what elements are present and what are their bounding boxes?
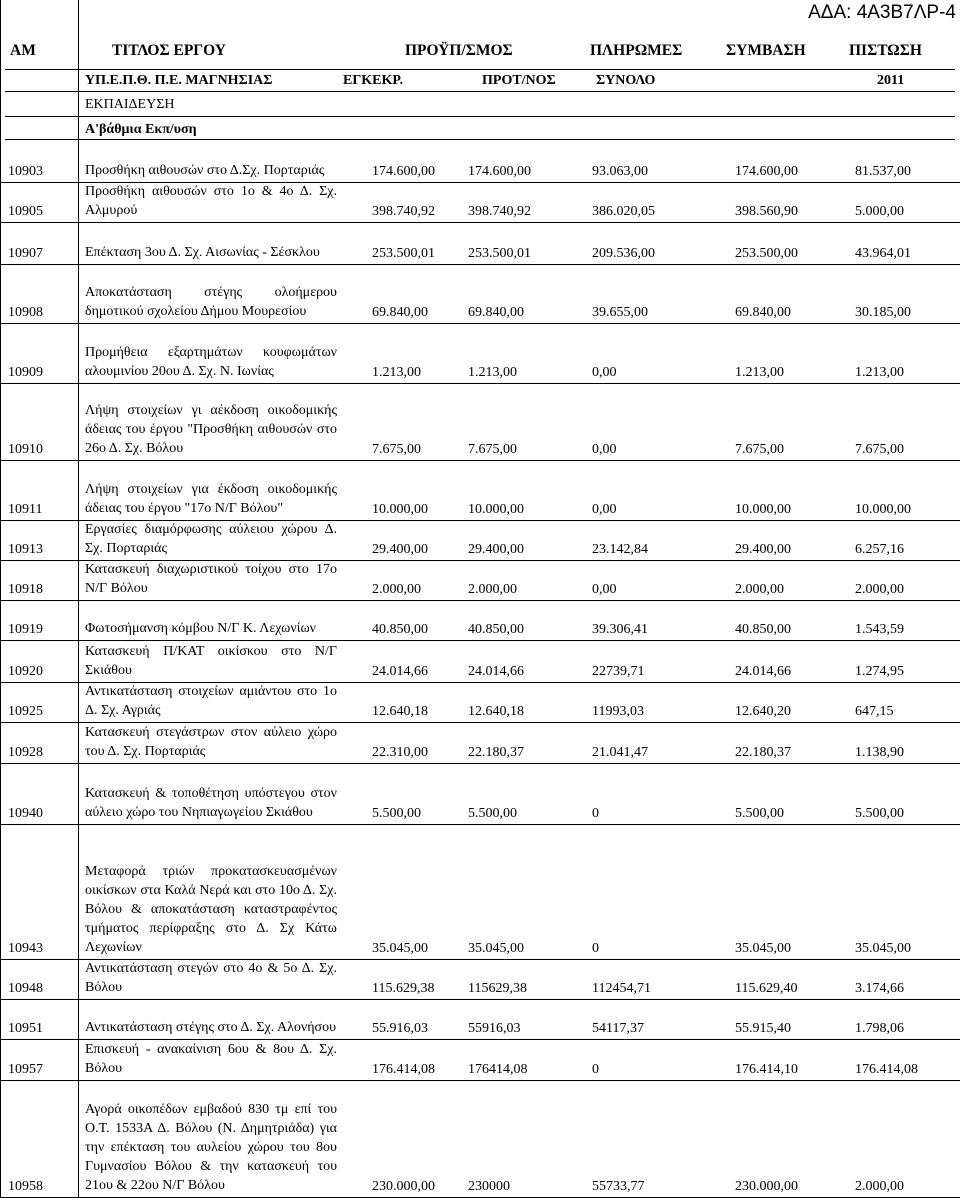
row-value-v4: 253.500,00 [735,246,798,261]
row-value-v3: 93.063,00 [592,164,648,179]
row-title: Εργασίες διαμόρφωσης αύλειου χώρου Δ. Σχ. Πορταριάς [85,522,337,556]
row-value-v1: 176.414,08 [372,1062,435,1077]
row-value-v3: 386.020,05 [592,204,655,219]
row-value-v3: 55733,77 [592,1179,645,1194]
row-value-v1: 230.000,00 [372,1179,435,1194]
table-row [0,384,960,461]
row-am-code: 10951 [8,1021,43,1036]
table-row [0,461,960,521]
row-value-v1: 2.000,00 [372,582,421,597]
row-value-v2: 24.014,66 [468,664,524,679]
row-value-v3: 209.536,00 [592,246,655,261]
row-value-v4: 5.500,00 [735,806,784,821]
row-value-v5: 1.798,06 [855,1021,904,1036]
divider [5,91,955,92]
row-value-v2: 5.500,00 [468,806,517,821]
table-row [0,764,960,825]
row-value-v5: 6.257,16 [855,542,904,557]
row-value-v4: 40.850,00 [735,622,791,637]
row-am-code: 10909 [8,365,43,380]
row-value-v3: 0 [592,941,599,956]
row-value-v2: 29.400,00 [468,542,524,557]
row-title: Μεταφορά τριών προκατασκευασμένων οικίσκων στα Καλά Νερά και στο 10ο Δ. Σχ. Βόλου & αποκατάσταση καταστραφέντος τμήματος περίφραξης στο Δ. Σχ Κάτω Λεχωνίων [85,864,337,955]
row-title: Επέκταση 3ου Δ. Σχ. Αισωνίας - Σέσκλου [85,245,320,260]
row-value-v4: 22.180,37 [735,745,791,760]
row-value-v4: 7.675,00 [735,442,784,457]
row-value-v3: 112454,71 [592,981,651,996]
row-am-code: 10958 [8,1179,43,1194]
row-value-v3: 0,00 [592,582,617,597]
row-value-v1: 253.500,01 [372,246,435,261]
row-value-v1: 40.850,00 [372,622,428,637]
row-title: Επισκευή - ανακαίνιση 6ου & 8ου Δ. Σχ. Βόλου [85,1042,337,1076]
row-value-v2: 174.600,00 [468,164,531,179]
row-title: Αντικατάσταση στοιχείων αμιάντου στο 1ο Δ. Σχ. Αγριάς [85,684,337,718]
row-value-v2: 115629,38 [468,981,527,996]
row-title: Κατασκευή στεγάστρων στον αύλειο χώρο του Δ. Σχ. Πορταριάς [85,725,337,759]
table-row [0,1081,960,1198]
agency-label: ΥΠ.Ε.Π.Θ. Π.Ε. ΜΑΓΝΗΣΙΑΣ [85,73,273,88]
row-value-v1: 29.400,00 [372,542,428,557]
approved-header: ΕΓΚΕΚΡ. [343,73,404,88]
row-value-v2: 69.840,00 [468,305,524,320]
table-row [0,265,960,324]
row-value-v4: 1.213,00 [735,365,784,380]
row-value-v4: 230.000,00 [735,1179,798,1194]
col-contract-header: ΣΥΜΒΑΣΗ [726,42,806,59]
row-value-v4: 398.560,90 [735,204,798,219]
row-am-code: 10919 [8,622,43,637]
table-row [0,1040,960,1081]
row-am-code: 10911 [8,502,43,517]
row-value-v2: 7.675,00 [468,442,517,457]
row-value-v3: 0,00 [592,502,617,517]
row-value-v4: 10.000,00 [735,502,791,517]
row-value-v5: 7.675,00 [855,442,904,457]
row-title: Λήψη στοιχείων για έκδοση οικοδομικής άδειας του έργου "17ο Ν/Γ Βόλου" [85,482,337,516]
row-value-v3: 39.306,41 [592,622,648,637]
row-value-v2: 2.000,00 [468,582,517,597]
row-value-v2: 12.640,18 [468,704,524,719]
col-credit-header: ΠΙΣΤΩΣΗ [849,42,922,59]
row-value-v3: 54117,37 [592,1021,644,1036]
row-value-v3: 0 [592,1062,599,1077]
row-title: Αντικατάσταση στέγης στο Δ. Σχ. Αλονήσου [85,1020,337,1035]
table-row [0,521,960,561]
row-value-v4: 69.840,00 [735,305,791,320]
table-row [0,960,960,1000]
row-value-v1: 24.014,66 [372,664,428,679]
row-value-v2: 55916,03 [468,1021,521,1036]
row-value-v3: 39.655,00 [592,305,648,320]
row-title: Προσθήκη αιθουσών στο 1ο & 4ο Δ. Σχ. Αλμυρού [85,184,337,218]
table-row [0,140,960,183]
row-am-code: 10913 [8,542,43,557]
row-value-v1: 35.045,00 [372,941,428,956]
row-value-v1: 55.916,03 [372,1021,428,1036]
row-value-v4: 115.629,40 [735,981,798,996]
row-value-v1: 398.740,92 [372,204,435,219]
row-value-v5: 5.500,00 [855,806,904,821]
row-value-v1: 1.213,00 [372,365,421,380]
row-value-v1: 5.500,00 [372,806,421,821]
row-title: Κατασκευή & τοποθέτηση υπόστεγου στον αύλειο χώρο του Νηπιαγωγείου Σκιάθου [85,786,337,820]
row-value-v5: 5.000,00 [855,204,904,219]
row-am-code: 10905 [8,204,43,219]
row-am-code: 10907 [8,246,43,261]
row-value-v5: 1.274,95 [855,664,904,679]
row-value-v1: 10.000,00 [372,502,428,517]
row-value-v4: 2.000,00 [735,582,784,597]
row-value-v5: 2.000,00 [855,1179,904,1194]
table-row [0,223,960,265]
row-value-v5: 81.537,00 [855,164,911,179]
row-am-code: 10940 [8,806,43,821]
col-payments-header: ΠΛΗΡΩΜΕΣ [590,42,683,59]
row-value-v4: 12.640,20 [735,704,791,719]
row-value-v5: 35.045,00 [855,941,911,956]
row-am-code: 10948 [8,981,43,996]
row-am-code: 10903 [8,164,43,179]
row-title: Αγορά οικοπέδων εμβαδού 830 τμ επί του Ο.Τ. 1533Α Δ. Βόλου (Ν. Δημητριάδα) για την επέκταση του αυλείου χώρου του 8ου Γυμνασίου Βόλου & την κατασκευή του 21ου & 22ου Ν/Γ Βόλου [85,1102,337,1193]
row-value-v3: 22739,71 [592,664,645,679]
col-am-header: ΑΜ [10,42,36,59]
row-value-v1: 7.675,00 [372,442,421,457]
table-row [0,183,960,223]
row-value-v4: 29.400,00 [735,542,791,557]
row-value-v2: 35.045,00 [468,941,524,956]
table-row [0,683,960,723]
row-value-v5: 1.138,90 [855,745,904,760]
row-am-code: 10957 [8,1062,43,1077]
subsection-title: Α'βάθμια Εκπ/υση [85,122,197,137]
row-value-v5: 3.174,66 [855,981,904,996]
col-budget-header: ΠΡΟΫΠ/ΣΜΟΣ [405,42,513,59]
row-value-v2: 176414,08 [468,1062,528,1077]
row-title: Φωτοσήμανση κόμβου Ν/Γ Κ. Λεχωνίων [85,621,317,636]
col-title-header: ΤΙΤΛΟΣ ΕΡΓΟΥ [112,42,226,59]
row-value-v4: 174.600,00 [735,164,798,179]
prot-header: ΠΡΟΤ/ΝΟΣ [482,73,556,88]
year-header: 2011 [877,73,905,88]
row-title: Αντικατάσταση στεγών στο 4ο & 5ο Δ. Σχ. Βόλου [85,961,337,995]
row-value-v1: 174.600,00 [372,164,435,179]
row-value-v1: 22.310,00 [372,745,428,760]
row-value-v2: 230000 [468,1179,510,1194]
row-title: Κατασκευή διαχωριστικού τοίχου στο 17ο Ν/Γ Βόλου [85,562,337,596]
row-title: Προσθήκη αιθουσών στο Δ.Σχ. Πορταριάς [85,163,325,178]
row-am-code: 10908 [8,305,43,320]
row-title: Αποκατάσταση στέγης ολοήμερου δημοτικού σχολείου Δήμου Μουρεσίου [85,285,337,319]
row-value-v4: 35.045,00 [735,941,791,956]
row-am-code: 10928 [8,745,43,760]
row-value-v3: 0 [592,806,599,821]
row-value-v5: 176.414,08 [855,1062,918,1077]
row-value-v4: 24.014,66 [735,664,791,679]
ada-code: ΑΔΑ: 4Α3Β7ΛΡ-4 [808,2,956,23]
row-value-v5: 43.964,01 [855,246,911,261]
row-value-v3: 21.041,47 [592,745,648,760]
table-row [0,561,960,601]
row-value-v2: 40.850,00 [468,622,524,637]
row-am-code: 10925 [8,704,43,719]
row-value-v2: 1.213,00 [468,365,517,380]
row-value-v5: 10.000,00 [855,502,911,517]
row-value-v5: 647,15 [855,704,894,719]
row-title: Λήψη στοιχείων γι αέκδοση οικοδομικής άδειας του έργου "Προσθήκη αιθουσών στο 26ο Δ. Σχ. Βόλου [85,403,337,456]
row-title: Προμήθεια εξαρτημάτων κουφωμάτων αλουμινίου 20ου Δ. Σχ. Ν. Ιωνίας [85,345,337,379]
table-row [0,601,960,641]
table-row [0,1000,960,1040]
row-value-v3: 0,00 [592,365,617,380]
row-title: Κατασκευή Π/ΚΑΤ οικίσκου στο Ν/Γ Σκιάθου [85,644,337,678]
row-am-code: 10943 [8,941,43,956]
row-value-v2: 398.740,92 [468,204,531,219]
row-value-v3: 11993,03 [592,704,644,719]
table-row [0,723,960,764]
row-value-v5: 30.185,00 [855,305,911,320]
row-value-v5: 1.213,00 [855,365,904,380]
row-value-v3: 23.142,84 [592,542,648,557]
section-title: ΕΚΠΑΙΔΕΥΣΗ [85,97,175,112]
row-value-v3: 0,00 [592,442,617,457]
row-value-v5: 1.543,59 [855,622,904,637]
table-row [0,324,960,384]
row-value-v1: 69.840,00 [372,305,428,320]
row-value-v5: 2.000,00 [855,582,904,597]
row-value-v1: 12.640,18 [372,704,428,719]
divider [5,69,955,70]
table-row [0,825,960,960]
divider [5,116,955,117]
row-value-v2: 22.180,37 [468,745,524,760]
total-header: ΣΥΝΟΛΟ [596,73,656,88]
row-am-code: 10910 [8,442,43,457]
row-value-v4: 55.915,40 [735,1021,791,1036]
row-value-v2: 253.500,01 [468,246,531,261]
row-value-v1: 115.629,38 [372,981,435,996]
table-row [0,641,960,683]
row-am-code: 10920 [8,664,43,679]
row-value-v4: 176.414,10 [735,1062,798,1077]
row-am-code: 10918 [8,582,43,597]
row-value-v2: 10.000,00 [468,502,524,517]
